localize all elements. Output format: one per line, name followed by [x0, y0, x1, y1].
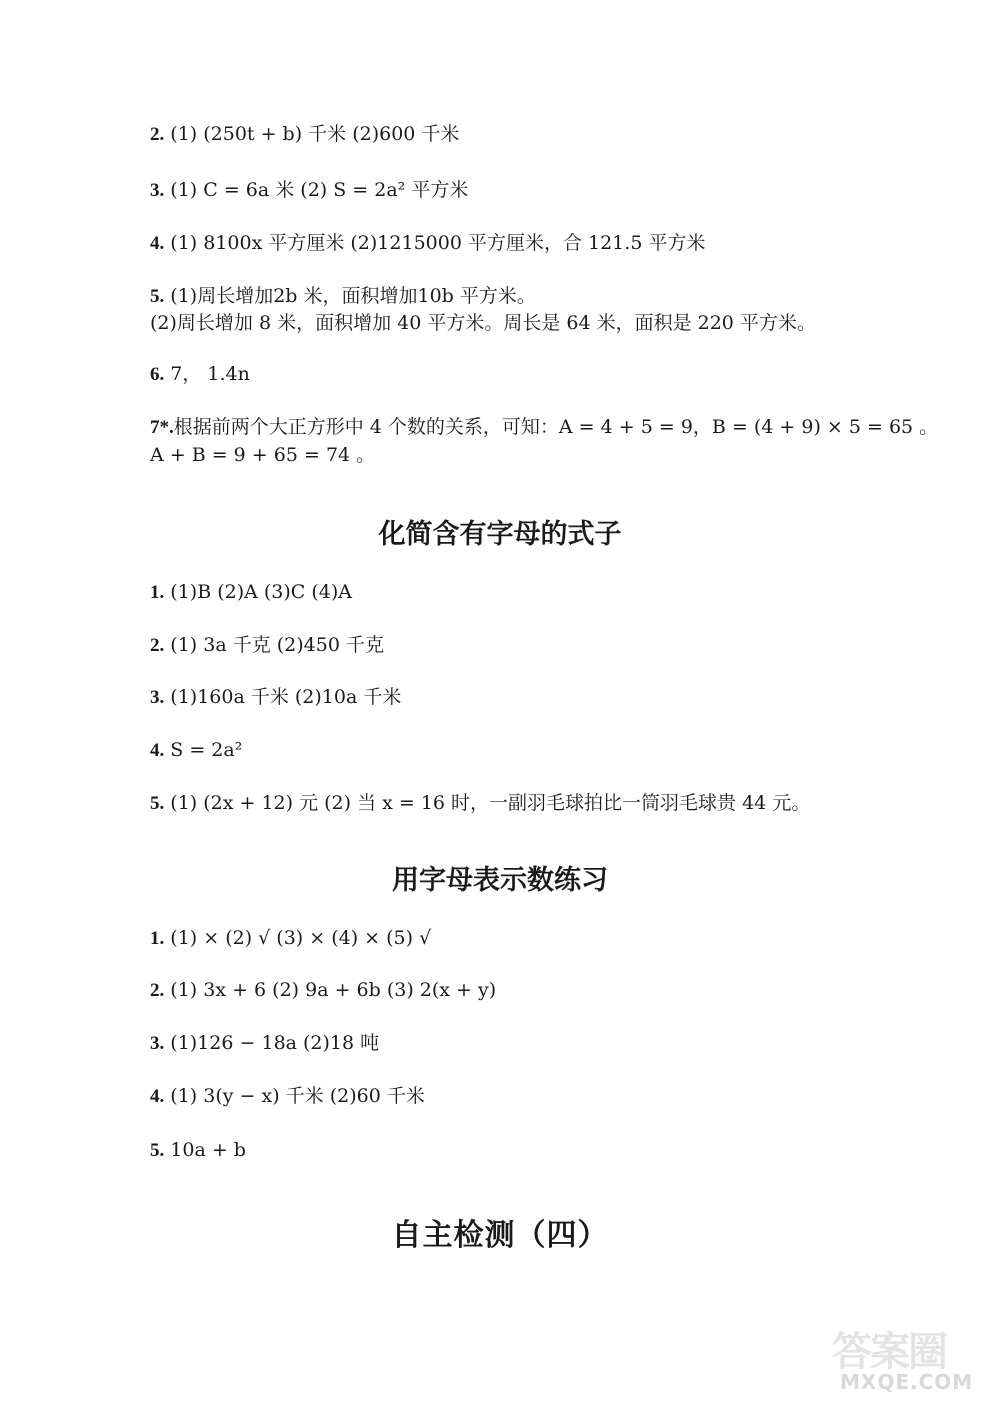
answer-line-continued: (2)周长增加 8 米，面积增加 40 平方米。周长是 64 米，面积是 220 平方米。 [150, 312, 816, 334]
watermark-text: 答案圈 [832, 1329, 946, 1375]
answer-text: (1)B (2)A (3)C (4)A [170, 581, 353, 603]
section-title: 自主检测（四） [391, 1218, 609, 1253]
answer-line [150, 1138, 246, 1163]
item-number: 1. [150, 582, 165, 603]
item-number: 4. [150, 740, 165, 761]
answer-line [150, 685, 401, 710]
answer-line [150, 415, 938, 440]
item-number: 7*. [150, 417, 174, 438]
answer-line [150, 231, 705, 256]
item-number: 3. [150, 180, 165, 201]
item-number: 2. [150, 124, 165, 145]
item-number: 4. [150, 1086, 165, 1107]
item-number: 5. [150, 1140, 165, 1161]
item-number: 2. [150, 635, 165, 656]
answer-text: (1) (2x + 12) 元 (2) 当 x = 16 时，一副羽毛球拍比一筒羽毛球贵 44 元。 [170, 792, 811, 814]
answer-text: (1) 8100x 平方厘米 (2)1215000 平方厘米，合 121.5 平方米 [170, 232, 706, 254]
answer-text: (1) C = 6a 米 (2) S = 2a² 平方米 [170, 179, 469, 201]
answer-line [150, 978, 496, 1003]
answer-line [150, 122, 459, 147]
answer-line [150, 1084, 425, 1109]
answer-line [150, 284, 536, 309]
item-number: 1. [150, 928, 165, 949]
item-number: 2. [150, 980, 165, 1001]
answer-text: S = 2a² [170, 739, 243, 761]
item-number: 6. [150, 364, 165, 385]
answer-line [150, 738, 242, 763]
answer-text: 根据前两个大正方形中 4 个数的关系，可知：A = 4 + 5 = 9，B = (4 + 9) × 5 = 65 。 [173, 416, 939, 438]
item-number: 3. [150, 687, 165, 708]
answer-text: (1)126 − 18a (2)18 吨 [170, 1032, 380, 1054]
answer-text: (1) (250t + b) 千米 (2)600 千米 [170, 123, 460, 145]
item-number: 4. [150, 233, 165, 254]
answer-text: (1)周长增加2b 米，面积增加10b 平方米。 [170, 285, 536, 307]
answer-line-continued: A + B = 9 + 65 = 74 。 [150, 444, 376, 466]
answer-text: (1) 3x + 6 (2) 9a + 6b (3) 2(x + y) [170, 979, 497, 1001]
answer-text: 7， 1.4n [170, 363, 250, 385]
answer-line [150, 1031, 379, 1056]
answer-line [150, 580, 352, 605]
answer-text: (1)160a 千米 (2)10a 千米 [170, 686, 402, 708]
watermark-logo [832, 1320, 992, 1400]
section-title: 化简含有字母的式子 [378, 519, 622, 550]
item-number: 3. [150, 1033, 165, 1054]
answer-text: 10a + b [170, 1139, 246, 1161]
answer-line [150, 926, 431, 951]
answer-line [150, 633, 384, 658]
answer-text: (1) 3a 千克 (2)450 千克 [170, 634, 384, 656]
answer-line [150, 178, 468, 203]
item-number: 5. [150, 793, 165, 814]
item-number: 5. [150, 286, 165, 307]
answer-line [150, 791, 810, 816]
answer-text: (1) 3(y − x) 千米 (2)60 千米 [170, 1085, 425, 1107]
answer-text: (1) × (2) √ (3) × (4) × (5) √ [170, 927, 432, 949]
watermark-url: MXQE.COM [840, 1370, 974, 1394]
answer-line [150, 362, 250, 387]
section-title: 用字母表示数练习 [392, 865, 608, 896]
